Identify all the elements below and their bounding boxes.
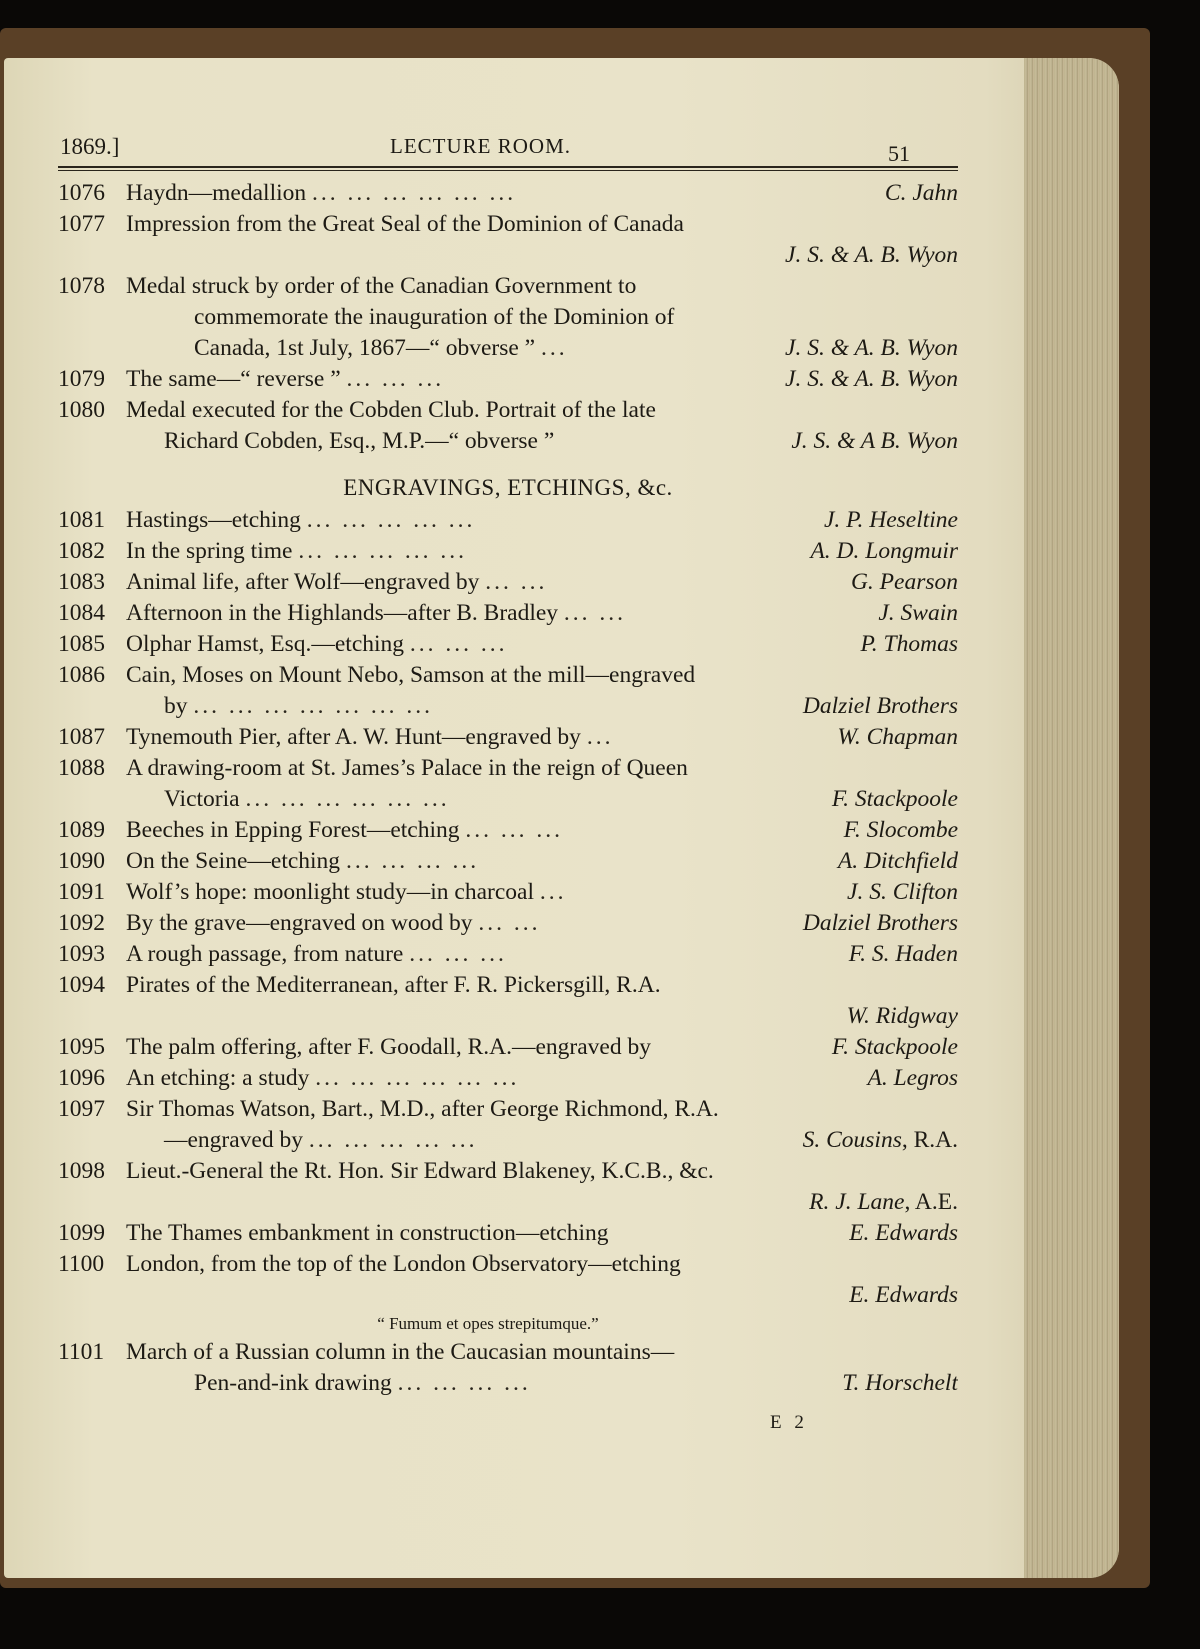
entry-line [58,302,958,333]
entry-number: 1094 [58,972,105,998]
entry-title: In the spring time [126,538,293,564]
artist-name-text: J. Swain [878,600,958,626]
entry-number: 1101 [58,1339,105,1365]
artist-name [785,240,958,271]
leader-dots: ... ... ... [409,941,507,967]
entry-line [58,1280,958,1311]
entry-title: A drawing-room at St. James’s Palace in the reign of Queen [126,755,688,781]
entry-line [58,1156,958,1187]
entry-line [58,939,958,970]
entry-line [58,660,958,691]
entry-number: 1077 [58,211,105,237]
entry-number: 1095 [58,1034,105,1060]
entry-title: Impression from the Great Seal of the Dominion of Canada [126,211,684,237]
catalogue-entry [58,908,958,939]
entry-title: March of a Russian column in the Caucasian mountains— [126,1339,675,1365]
section-title: ENGRAVINGS, ETCHINGS, &c. [343,475,673,500]
leader-dots: ... ... ... [465,817,563,843]
page-edges [1024,58,1119,1578]
entry-number: 1084 [58,600,105,626]
artist-name-text: W. Ridgway [846,1003,958,1029]
catalogue-entry [58,364,958,395]
entry-line [58,505,958,536]
entry-number: 1091 [58,879,105,905]
catalogue-entry [58,395,958,457]
artist-name [849,1280,958,1311]
artist-name-text: J. S. & A. B. Wyon [785,366,958,392]
running-header [60,128,960,168]
entry-number: 1081 [58,507,105,533]
leader-dots: ... ... ... ... ... ... [312,180,517,206]
entry-line [58,877,958,908]
entry-line [58,1249,958,1280]
entry-number: 1099 [58,1220,105,1246]
entry-title: Canada, 1st July, 1867—“ obverse ” [194,335,536,361]
catalogue-entry [58,271,958,364]
artist-name [867,1063,958,1094]
leader-dots: ... [586,724,614,750]
artist-suffix: , R.A. [901,1127,958,1153]
artist-name-text: J. S. & A B. Wyon [791,428,958,454]
artist-name [785,333,958,364]
entry-title: By the grave—engraved on wood by [126,910,473,936]
artist-name-text: W. Chapman [837,724,958,750]
entry-title: The same—“ reverse ” [126,366,341,392]
entry-title: On the Seine—etching [126,848,341,874]
catalogue-entry [58,846,958,877]
signature-mark: E 2 [770,1412,808,1433]
entry-line [58,333,958,364]
catalogue-entry [58,629,958,660]
catalogue-entry [58,1032,958,1063]
catalogue-content [58,178,958,1399]
entry-number: 1082 [58,538,105,564]
entry-line [58,1187,958,1218]
leader-dots: ... ... ... ... ... [298,538,467,564]
entry-number: 1098 [58,1158,105,1184]
entry-line [58,536,958,567]
entry-line [58,598,958,629]
entry-title: An etching: a study [126,1065,310,1091]
leader-dots: ... ... ... ... [397,1370,531,1396]
artist-name [791,426,958,457]
entry-title: commemorate the inauguration of the Dominion of [194,304,675,330]
header-rule-thin [58,170,958,171]
catalogue-entry [58,753,958,815]
artist-name [785,364,958,395]
entry-title: Victoria [164,786,240,812]
entry-title: The Thames embankment in construction—etching [126,1220,609,1246]
artist-name [849,939,958,970]
entry-line [58,271,958,302]
leader-dots: ... ... ... ... ... ... ... [193,693,433,719]
entry-title: Olphar Hamst, Esq.—etching [126,631,405,657]
entries-engravings [58,505,958,1311]
entry-line [58,1063,958,1094]
entry-line [58,1337,958,1368]
header-year: 1869.] [60,134,120,159]
catalogue-entry [58,178,958,209]
entry-line [58,753,958,784]
entry-line [58,629,958,660]
artist-name [885,178,958,209]
leader-dots: ... [540,335,568,361]
entry-line [58,815,958,846]
motto-quote: “ Fumum et opes strepitumque.” [377,1314,599,1333]
leader-dots: ... ... [485,569,548,595]
entry-number: 1096 [58,1065,105,1091]
entry-number: 1092 [58,910,105,936]
entry-title: Sir Thomas Watson, Bart., M.D., after George Richmond, R.A. [126,1096,719,1122]
entry-line [58,395,958,426]
entry-line [58,1001,958,1032]
artist-name-text: F. Slocombe [843,817,958,843]
artist-name-text: C. Jahn [884,180,958,206]
artist-name [838,846,958,877]
catalogue-entry [58,939,958,970]
artist-name [803,908,958,939]
artist-name [803,1125,958,1156]
catalogue-entry [58,1218,958,1249]
entry-title: by [164,693,188,719]
artist-name [860,629,958,660]
artist-name-text: A. Legros [867,1065,958,1091]
entry-line [58,846,958,877]
catalogue-entry [58,598,958,629]
artist-name-text: P. Thomas [860,631,958,657]
leader-dots: ... ... ... ... ... [308,1127,478,1153]
entry-title: Hastings—etching [126,507,301,533]
entry-line [58,426,958,457]
entry-number: 1078 [58,273,105,299]
entry-title: Pen-and-ink drawing [194,1370,392,1396]
artist-name [847,1001,958,1032]
entry-title: Beeches in Epping Forest—etching [126,817,460,843]
catalogue-entry [58,567,958,598]
leader-dots: ... ... ... [346,366,445,392]
entry-title: Tynemouth Pier, after A. W. Hunt—engraved by [126,724,581,750]
entries-drawings [58,1337,958,1399]
entry-title: Animal life, after Wolf—engraved by [126,569,480,595]
artist-name-text: S. Cousins [802,1127,902,1153]
entry-line [58,784,958,815]
artist-name-text: J. S. & A. B. Wyon [785,242,958,268]
entry-number: 1097 [58,1096,105,1122]
catalogue-entry [58,209,958,271]
entry-number: 1080 [58,397,105,423]
artist-name-text: E. Edwards [849,1282,958,1308]
entry-line [58,1368,958,1399]
artist-name-text: A. D. Longmuir [810,538,958,564]
artist-name-text: A. Ditchfield [837,848,958,874]
entry-title: Medal executed for the Cobden Club. Portrait of the late [126,397,656,423]
entry-title: Medal struck by order of the Canadian Government to [126,273,637,299]
artist-name-text: J. S. & A. B. Wyon [785,335,958,361]
entry-number: 1087 [58,724,105,750]
entry-title: Pirates of the Mediterranean, after F. R. Pickersgill, R.A. [126,972,661,998]
entry-line [58,1218,958,1249]
entry-line [58,722,958,753]
catalogue-entry [58,1249,958,1311]
catalogue-entry [58,1094,958,1156]
entry-number: 1076 [58,180,105,206]
entry-line [58,567,958,598]
entry-title: Cain, Moses on Mount Nebo, Samson at the mill—engraved [126,662,696,688]
catalogue-entry [58,815,958,846]
artist-name [837,722,958,753]
artist-name [851,567,958,598]
entry-line [58,1094,958,1125]
artist-name-text: G. Pearson [850,569,958,595]
catalogue-entry [58,970,958,1032]
entry-line [58,178,958,209]
entry-title: Haydn—medallion [126,180,307,206]
entry-line [58,1032,958,1063]
catalogue-entry [58,505,958,536]
entry-number: 1100 [58,1251,105,1277]
entry-title: London, from the top of the London Observatory—etching [126,1251,681,1277]
artist-name [849,1218,958,1249]
header-title: LECTURE ROOM. [390,134,571,158]
artist-name-text: F. Stackpoole [831,786,958,812]
artist-name-text: Dalziel Brothers [802,693,958,719]
entry-title: —engraved by [164,1127,303,1153]
header-rule [58,166,958,168]
artist-name-text: E. Edwards [849,1220,958,1246]
entry-title: Lieut.-General the Rt. Hon. Sir Edward Blakeney, K.C.B., &c. [126,1158,714,1184]
catalogue-entry [58,536,958,567]
catalogue-entry [58,660,958,722]
entry-line [58,364,958,395]
catalogue-entry [58,1337,958,1399]
entry-line [58,691,958,722]
entry-number: 1086 [58,662,105,688]
entry-title: Wolf’s hope: moonlight study—in charcoal [126,879,534,905]
artist-name [844,815,958,846]
leader-dots: ... ... ... ... ... ... [245,786,450,812]
artist-name [810,536,958,567]
artist-name-text: F. Stackpoole [831,1034,958,1060]
leader-dots: ... ... ... ... ... ... [315,1065,520,1091]
artist-name [878,598,958,629]
entry-number: 1089 [58,817,105,843]
artist-name [847,877,958,908]
artist-name [803,691,958,722]
artist-name-text: F. S. Haden [848,941,958,967]
entry-number: 1090 [58,848,105,874]
entry-line [58,1125,958,1156]
artist-name-text: T. Horschelt [842,1370,958,1396]
entry-number: 1093 [58,941,105,967]
entry-title: The palm offering, after F. Goodall, R.A.—engraved by [126,1034,651,1060]
leader-dots: ... ... ... [409,631,508,657]
leader-dots: ... ... ... ... ... [306,507,476,533]
entry-number: 1085 [58,631,105,657]
entry-title: Richard Cobden, Esq., M.P.—“ obverse ” [164,428,555,454]
artist-name-text: J. P. Heseltine [823,507,958,533]
catalogue-entry [58,1063,958,1094]
leader-dots: ... ... [478,910,541,936]
artist-name [832,784,958,815]
entry-line [58,970,958,1001]
artist-name-text: J. S. Clifton [847,879,958,905]
entry-line [58,209,958,240]
catalogue-entry [58,722,958,753]
entry-number: 1088 [58,755,105,781]
entry-line [58,240,958,271]
leader-dots: ... [539,879,567,905]
artist-name [824,505,958,536]
artist-name [842,1368,958,1399]
leader-dots: ... ... ... ... [345,848,480,874]
entry-line [58,908,958,939]
entry-number: 1079 [58,366,105,392]
artist-name [809,1187,958,1218]
catalogue-entry [58,1156,958,1218]
leader-dots: ... ... [563,600,627,626]
artist-name-text: R. J. Lane [809,1189,905,1215]
artist-name [832,1032,958,1063]
page-number: 51 [888,141,910,166]
entry-number: 1083 [58,569,105,595]
entry-title: Afternoon in the Highlands—after B. Bradley [126,600,559,626]
artist-name-text: Dalziel Brothers [802,910,958,936]
entries-medals [58,178,958,457]
entry-title: A rough passage, from nature [126,941,404,967]
artist-suffix: , A.E. [904,1189,958,1215]
catalogue-entry [58,877,958,908]
